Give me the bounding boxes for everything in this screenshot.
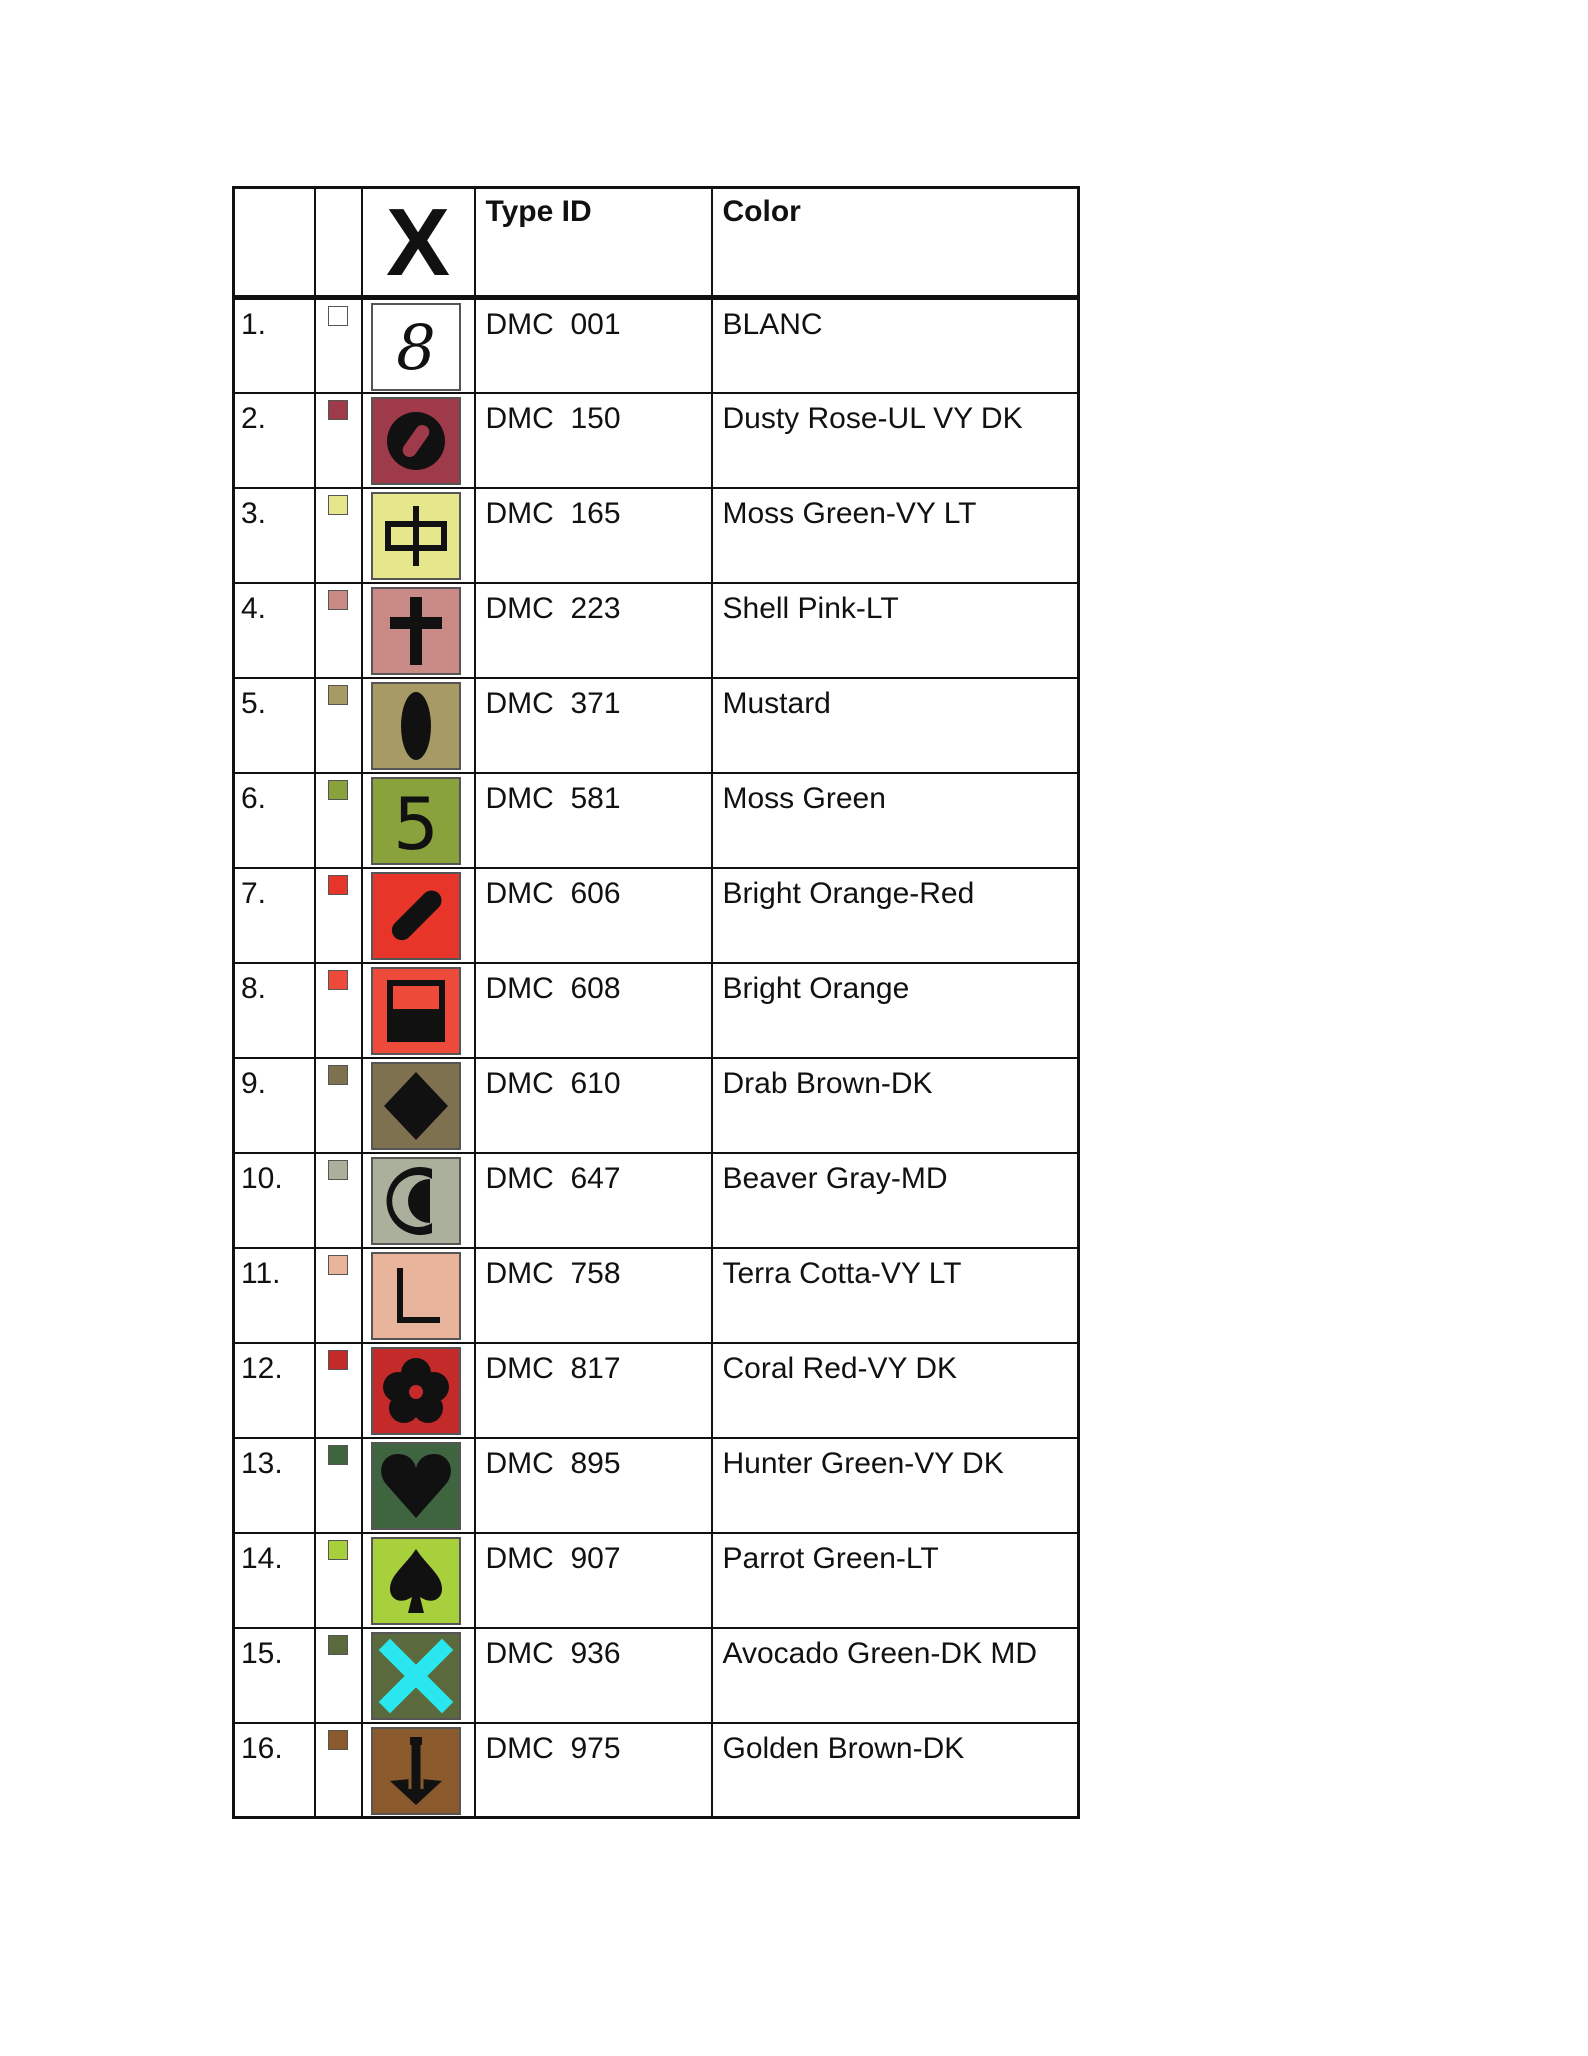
swatch-cell [315, 1058, 362, 1153]
row-number: 13. [241, 1446, 283, 1480]
symbol-box [371, 682, 461, 770]
symbol-cell [362, 1438, 475, 1533]
table-row [234, 1248, 1079, 1343]
color-swatch [328, 970, 348, 990]
color-swatch [328, 306, 348, 326]
crescent-icon [376, 1161, 456, 1241]
type-id: DMC 165 [485, 496, 621, 530]
symbol-cell [362, 1153, 475, 1248]
symbol-cell [362, 773, 475, 868]
heart-icon [376, 1446, 456, 1526]
header-number-cell [234, 188, 315, 298]
type-id-cell [475, 1153, 712, 1248]
row-number-cell [234, 1343, 315, 1438]
svg-text:8: 8 [395, 311, 436, 384]
symbol-box [371, 1442, 461, 1530]
color-swatch [328, 1445, 348, 1465]
color-name-cell [712, 1343, 1079, 1438]
color-name-cell [712, 583, 1079, 678]
table-row [234, 1153, 1079, 1248]
color-swatch [328, 400, 348, 420]
type-id: DMC 975 [485, 1731, 621, 1765]
color-swatch [328, 1730, 348, 1750]
color-name: Golden Brown-DK [722, 1731, 965, 1765]
color-name-cell [712, 1723, 1079, 1818]
table-row [234, 1533, 1079, 1628]
type-id-cell [475, 1438, 712, 1533]
cyan-x-icon [376, 1636, 456, 1716]
numeral-8-icon [376, 307, 456, 387]
symbol-cell [362, 1343, 475, 1438]
svg-text:5: 5 [392, 781, 439, 861]
symbol-box [371, 777, 461, 865]
symbol-box [371, 1632, 461, 1720]
color-name: Drab Brown-DK [722, 1066, 933, 1100]
table-row [234, 298, 1079, 393]
down-arrow-icon [376, 1731, 456, 1811]
row-number: 7. [241, 876, 267, 910]
type-id-cell [475, 1248, 712, 1343]
color-name: BLANC [722, 308, 823, 341]
symbol-cell [362, 963, 475, 1058]
swatch-cell [315, 773, 362, 868]
color-swatch [328, 590, 348, 610]
color-swatch [328, 1065, 348, 1085]
header-color-label: Color [722, 195, 801, 228]
row-number: 10. [241, 1161, 283, 1195]
color-name-cell [712, 1058, 1079, 1153]
row-number-cell [234, 678, 315, 773]
table-row [234, 488, 1079, 583]
symbol-cell [362, 1533, 475, 1628]
swatch-cell [315, 393, 362, 488]
symbol-box [371, 587, 461, 675]
row-number-cell [234, 1723, 315, 1818]
row-number-cell [234, 773, 315, 868]
row-number: 14. [241, 1541, 283, 1575]
color-name: Mustard [722, 686, 831, 720]
table-row [234, 773, 1079, 868]
row-number: 3. [241, 496, 267, 530]
swatch-cell [315, 1628, 362, 1723]
type-id: DMC 371 [485, 686, 621, 720]
boxed-cross-icon [376, 496, 456, 576]
type-id: DMC 608 [485, 971, 621, 1005]
symbol-box [371, 1252, 461, 1340]
swatch-cell [315, 678, 362, 773]
color-swatch [328, 780, 348, 800]
spade-icon [376, 1541, 456, 1621]
row-number: 15. [241, 1636, 283, 1670]
row-number-cell [234, 1153, 315, 1248]
symbol-box [371, 1727, 461, 1815]
swatch-cell [315, 1533, 362, 1628]
color-name-cell [712, 1438, 1079, 1533]
type-id: DMC 758 [485, 1256, 621, 1290]
color-name-cell [712, 963, 1079, 1058]
symbol-cell [362, 678, 475, 773]
color-name: Parrot Green-LT [722, 1541, 939, 1575]
type-id-cell [475, 868, 712, 963]
type-id: DMC 895 [485, 1446, 621, 1480]
color-name: Bright Orange [722, 971, 910, 1005]
swatch-cell [315, 1343, 362, 1438]
color-name: Dusty Rose-UL VY DK [722, 401, 1023, 435]
table-row [234, 583, 1079, 678]
row-number: 2. [241, 401, 267, 435]
type-id: DMC 223 [485, 591, 621, 625]
diagonal-bar-icon [376, 876, 456, 956]
type-id: DMC 817 [485, 1351, 621, 1385]
diamond-icon [376, 1066, 456, 1146]
type-id: DMC 936 [485, 1636, 621, 1670]
color-swatch [328, 1635, 348, 1655]
header-symbol-label: X [385, 189, 451, 296]
row-number: 5. [241, 686, 267, 720]
color-name-cell [712, 868, 1079, 963]
symbol-cell [362, 298, 475, 393]
row-number: 4. [241, 591, 267, 625]
color-name: Terra Cotta-VY LT [722, 1256, 962, 1290]
type-id: DMC 606 [485, 876, 621, 910]
row-number-cell [234, 393, 315, 488]
row-number-cell [234, 1628, 315, 1723]
symbol-box [371, 1157, 461, 1245]
swatch-cell [315, 868, 362, 963]
type-id-cell [475, 1533, 712, 1628]
row-number-cell [234, 1438, 315, 1533]
symbol-cell [362, 1248, 475, 1343]
flower-icon [376, 1351, 456, 1431]
symbol-box [371, 1062, 461, 1150]
color-name: Coral Red-VY DK [722, 1351, 958, 1385]
table-row [234, 868, 1079, 963]
row-number-cell [234, 583, 315, 678]
row-number: 1. [241, 308, 267, 341]
table-row [234, 963, 1079, 1058]
type-id: DMC 907 [485, 1541, 621, 1575]
symbol-cell [362, 393, 475, 488]
table-row [234, 1343, 1079, 1438]
type-id: DMC 001 [485, 308, 621, 341]
symbol-cell [362, 1058, 475, 1153]
symbol-cell [362, 868, 475, 963]
color-swatch [328, 1540, 348, 1560]
type-id-cell [475, 1628, 712, 1723]
header-color-cell [712, 188, 1079, 298]
table-row [234, 1438, 1079, 1533]
color-swatch [328, 1160, 348, 1180]
symbol-box [371, 397, 461, 485]
color-swatch [328, 875, 348, 895]
color-swatch [328, 1350, 348, 1370]
symbol-cell [362, 1628, 475, 1723]
row-number-cell [234, 1533, 315, 1628]
color-name-cell [712, 393, 1079, 488]
type-id-cell [475, 678, 712, 773]
swatch-cell [315, 583, 362, 678]
type-id-cell [475, 298, 712, 393]
color-name: Bright Orange-Red [722, 876, 975, 910]
color-name: Beaver Gray-MD [722, 1161, 948, 1195]
type-id: DMC 610 [485, 1066, 621, 1100]
header-type-id-label: Type ID [485, 195, 592, 228]
symbol-box [371, 1347, 461, 1435]
symbol-box [371, 303, 461, 391]
row-number: 8. [241, 971, 267, 1005]
header-swatch-cell [315, 188, 362, 298]
swatch-cell [315, 1153, 362, 1248]
color-swatch [328, 495, 348, 515]
swatch-cell [315, 1723, 362, 1818]
color-name: Moss Green-VY LT [722, 496, 977, 530]
cross-icon [376, 591, 456, 671]
color-name-cell [712, 488, 1079, 583]
row-number-cell [234, 298, 315, 393]
symbol-cell [362, 488, 475, 583]
color-name: Shell Pink-LT [722, 591, 899, 625]
table-row [234, 1628, 1079, 1723]
row-number-cell [234, 488, 315, 583]
type-id: DMC 581 [485, 781, 621, 815]
swatch-cell [315, 1248, 362, 1343]
type-id-cell [475, 1058, 712, 1153]
row-number: 9. [241, 1066, 267, 1100]
swatch-cell [315, 298, 362, 393]
table-row [234, 1723, 1079, 1818]
type-id: DMC 647 [485, 1161, 621, 1195]
type-id-cell [475, 583, 712, 678]
type-id-cell [475, 773, 712, 868]
row-number: 6. [241, 781, 267, 815]
color-name: Avocado Green-DK MD [722, 1636, 1038, 1670]
color-name-cell [712, 1248, 1079, 1343]
letter-l-icon [376, 1256, 456, 1336]
color-name-cell [712, 1533, 1079, 1628]
type-id-cell [475, 1343, 712, 1438]
row-number-cell [234, 963, 315, 1058]
color-name: Moss Green [722, 781, 886, 815]
color-legend-table [232, 186, 1080, 1819]
row-number-cell [234, 1058, 315, 1153]
row-number-cell [234, 868, 315, 963]
row-number: 16. [241, 1731, 283, 1765]
color-name: Hunter Green-VY DK [722, 1446, 1004, 1480]
half-filled-square-icon [376, 971, 456, 1051]
row-number: 12. [241, 1351, 283, 1385]
type-id-cell [475, 488, 712, 583]
header-symbol-cell [362, 188, 475, 298]
slashed-circle-icon [376, 401, 456, 481]
header-type-id-cell [475, 188, 712, 298]
color-swatch [328, 685, 348, 705]
type-id-cell [475, 1723, 712, 1818]
table-row [234, 1058, 1079, 1153]
symbol-cell [362, 583, 475, 678]
table-row [234, 678, 1079, 773]
symbol-box [371, 967, 461, 1055]
symbol-box [371, 1537, 461, 1625]
type-id-cell [475, 393, 712, 488]
color-swatch [328, 1255, 348, 1275]
numeral-5-icon [376, 781, 456, 861]
symbol-box [371, 872, 461, 960]
type-id-cell [475, 963, 712, 1058]
swatch-cell [315, 963, 362, 1058]
color-name-cell [712, 773, 1079, 868]
symbol-box [371, 492, 461, 580]
ellipse-icon [376, 686, 456, 766]
symbol-cell [362, 1723, 475, 1818]
swatch-cell [315, 1438, 362, 1533]
color-name-cell [712, 1153, 1079, 1248]
row-number: 11. [241, 1256, 281, 1290]
color-name-cell [712, 678, 1079, 773]
swatch-cell [315, 488, 362, 583]
color-name-cell [712, 298, 1079, 393]
type-id: DMC 150 [485, 401, 621, 435]
header-row [234, 188, 1079, 298]
table-row [234, 393, 1079, 488]
color-name-cell [712, 1628, 1079, 1723]
row-number-cell [234, 1248, 315, 1343]
